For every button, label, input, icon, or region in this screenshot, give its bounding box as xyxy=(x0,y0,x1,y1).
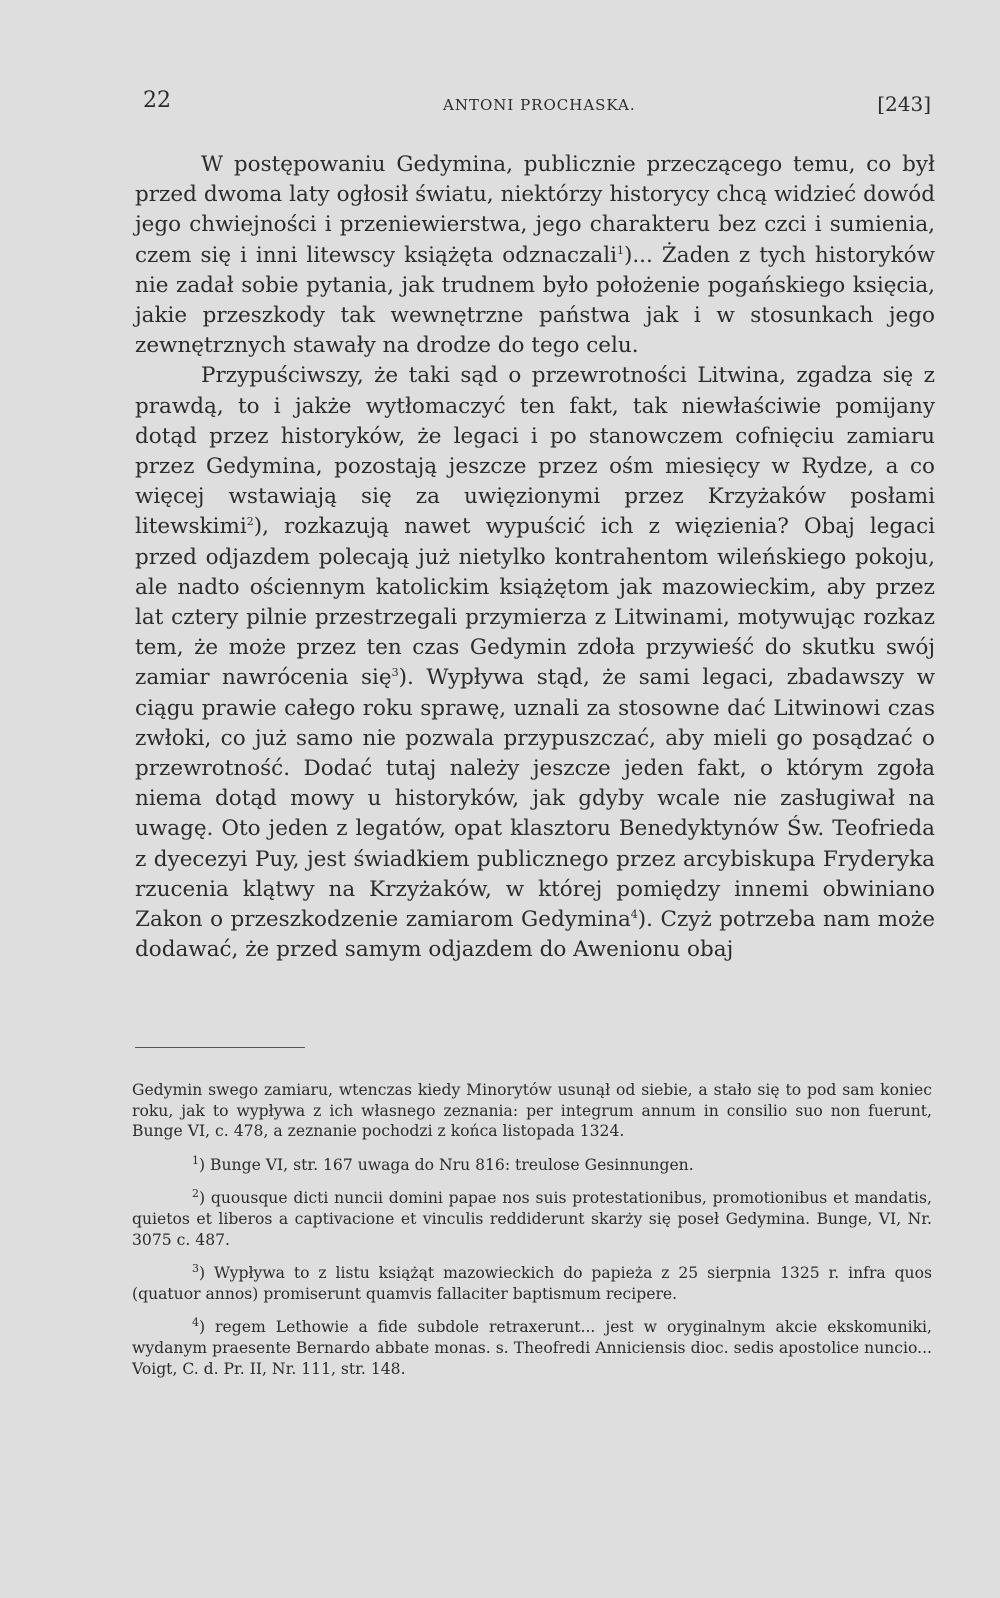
footnote-mark: 3 xyxy=(192,1261,199,1275)
paragraph-text: ). Czyż potrzeba nam może dodawać, że przed samym odjazdem do Awenionu obaj xyxy=(135,907,935,963)
footnote-4 xyxy=(132,1317,932,1379)
page-number: 22 xyxy=(143,88,171,113)
footnote-ref: 3 xyxy=(391,666,399,680)
paragraph-text: W postępowaniu Gedymina, publicznie przeczącego temu, co był przed dwoma laty ogłosił światu, niektórzy historycy chcą widzieć dowód jego chwiejności i przeniewierstwa, jego charakteru bez czci i sumienia, czem się i inni litewscy książęta odznaczali xyxy=(135,152,935,268)
page-reference: [243] xyxy=(877,92,931,116)
footnote-text: ) quousque dicti nuncii domini papae nos suis protestationibus, promotionibus et mandatis, quietos et liberos a captivacione et vinculis reddiderunt skarży się poseł Gedymina. Bunge, VI, Nr. 3075 c. 487. xyxy=(132,1189,932,1249)
running-head: ANTONI PROCHASKA. xyxy=(443,96,636,114)
paragraph-text: )... Żaden z tych historyków nie zadał sobie pytania, jak trudnem było położenie pogańskiego księcia, jakie przeszkody tak wewnętrzne państwa jak i w stosunkach jego zewnętrznych stawały na drodze do tego celu. xyxy=(135,242,935,359)
footnote-1 xyxy=(132,1155,932,1176)
footnote-text: ) Wypływa to z listu książąt mazowieckich do papieża z 25 sierpnia 1325 r. infra quos (quatuor annos) promiserunt quamvis fallaciter baptismum recipere. xyxy=(132,1264,932,1303)
page-header xyxy=(143,88,943,118)
footnote-mark: 1 xyxy=(192,1153,199,1167)
paragraph-text: ). Wypływa stąd, że sami legaci, zbadawszy w ciągu prawie całego roku sprawę, uznali za stosowne dać Litwinowi czas zwłoki, co już samo nie pozwala przypuszczać, aby mieli go posądzać o przewrotność. Dodać tutaj należy jeszcze jeden fakt, o którym zgoła niema dotąd mowy u historyków, jak gdyby wcale nie zasługiwał na uwagę. Oto jeden z legatów, opat klasztoru Benedyktynów Św. Teofrieda z dyecezyi Puy, jest świadkiem publicznego przez arcybiskupa Fryderyka rzucenia klątwy na Krzyżaków, w której pomiędzy innemi obwiniano Zakon o przeszkodzenie zamiarom Gedymina xyxy=(135,665,935,933)
paragraph xyxy=(135,150,935,361)
footnote-text: ) Bunge VI, str. 167 uwaga do Nru 816: treulose Gesinnungen. xyxy=(199,1155,694,1174)
footnotes xyxy=(132,1080,932,1392)
footnote-ref: 1 xyxy=(616,243,624,257)
paragraph-text: ), rozkazują nawet wypuścić ich z więzienia? Obaj legaci przed odjazdem polecają już nietylko kontrahentom wileńskiego pokoju, ale nadto ościennym katolickim książętom jak mazowieckim, aby przez lat cztery pilnie przestrzegali przymierza z Litwinami, motywując rozkaz tem, że może przez ten czas Gedymin zdoła przywieść do skutku swój zamiar nawrócenia się xyxy=(135,514,935,691)
footnote-mark: 2 xyxy=(192,1187,199,1201)
footnote-separator xyxy=(135,1047,305,1048)
footnote-continuation: Gedymin swego zamiaru, wtenczas kiedy Minorytów usunął od siebie, a stało się to pod sam koniec roku, jak to wypływa z ich własnego zeznania: per integrum annum in consilio suo non fuerunt, Bunge VI, c. 478, a zeznanie pochodzi z końca listopada 1324. xyxy=(132,1081,932,1141)
paragraph-text: Przypuściwszy, że taki sąd o przewrotności Litwina, zgadza się z prawdą, to i jakże wytłomaczyć ten fakt, tak niewłaściwie pomijany dotąd przez historyków, że legaci i po stanowczem cofnięciu zamiaru przez Gedymina, pozostają jeszcze przez ośm miesięcy w Rydze, a co więcej wstawiają się za uwięzionymi przez Krzyżaków posłami litewskimi xyxy=(135,363,935,540)
footnote-mark: 4 xyxy=(192,1316,199,1330)
main-text xyxy=(135,150,935,965)
footnote-3 xyxy=(132,1263,932,1304)
footnote-2 xyxy=(132,1188,932,1250)
footnote-ref: 4 xyxy=(630,907,638,921)
paragraph xyxy=(135,361,935,965)
footnote-text: ) regem Lethowie a fide subdole retraxerunt... jest w oryginalnym akcie ekskomuniki, wydanym praesente Bernardo abbate monas. s. Theofredi Anniciensis dioc. sedis apostolice nuncio... Voigt, C. d. Pr. II, Nr. 111, str. 148. xyxy=(132,1318,932,1378)
footnote-ref: 2 xyxy=(246,515,254,529)
